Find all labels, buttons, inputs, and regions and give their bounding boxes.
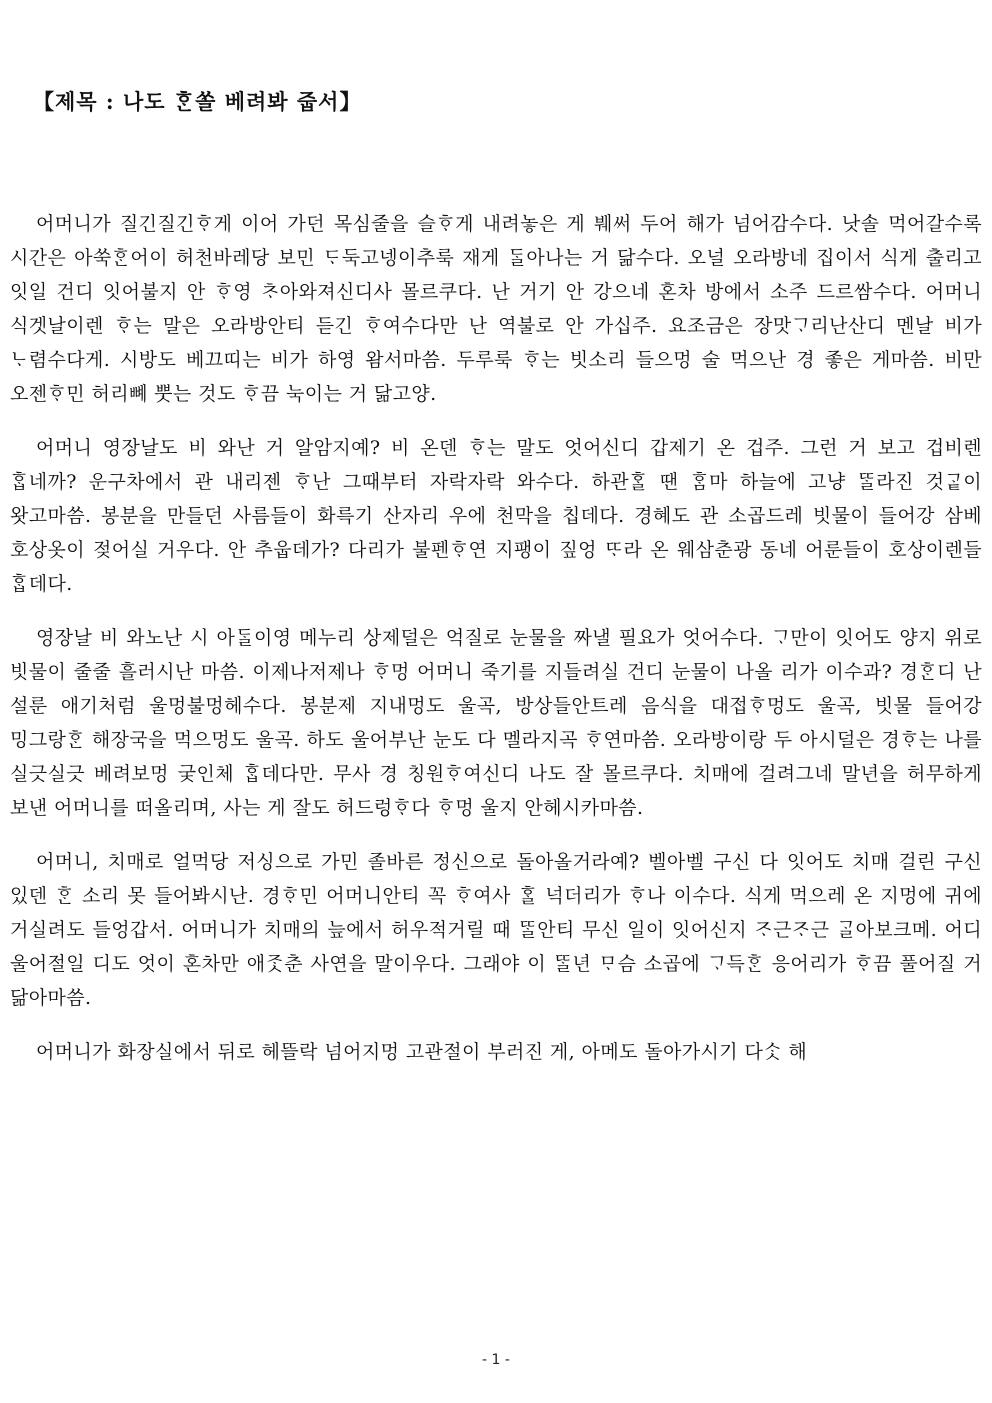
paragraph: 어머니 영장날도 비 와난 거 알암지예? 비 온덴 ᄒᆞ는 말도 엇어신디 갑제기 온 겁주. 그런 거 보고 겁비렌 ᄒᆞᆸ네까? 운구차에서 관 내리젠 ᄒᆞ난 그때부터 자락자락 와수다. 하관ᄒᆞᆯ 땐 ᄒᆞᆷ마 하늘에 고냥 ᄄᆞᆯ라진 것ᄀᆞᇀ이 왓고마씀. 봉분을 만들던 사름들이 화륵기 산자리 우에 천막을 칩데다. 경혜도 관 소곱드레 빗물이 들어강 삼베 호상옷이 젖어실 거우다. 안 추웁데가? 다리가 불펜ᄒᆞ연 지팽이 짚엉 ᄄᆞ라 온 웨삼춘광 동네 어룬들이 호상이렌들 ᄒᆞᆸ데다. [10, 437, 982, 595]
page-number: - 1 - [482, 1352, 510, 1368]
paragraph: 어머니가 질긴질긴ᄒᆞ게 이어 가던 목심줄을 슬ᄒᆞ게 내려놓은 게 붸써 두어 해가 넘어감수다. 낫솔 먹어갈수록 시간은 아쑥ᄒᆞᆫ어이 허천바레당 보민 ᄃᆞ둑고넹이추룩 재게 ᄃᆞᆯ아나는 거 닮수다. 오널 오라방네 집이서 식게 출리고 잇일 건디 잇어불지 안 ᄒᆞ영 ᄎᆞ아와져신디사 몰르쿠다. 난 거기 안 강으네 혼차 방에서 소주 드르쌈수다. 어머니 식겟날이렌 ᄒᆞ는 말은 오라방안티 듣긴 ᄒᆞ여수다만 난 역불로 안 가십주. 요조금은 장맛ᄀᆞ리난산디 멘날 비가 ᄂᆞ렴수다게. 시방도 베끄띠는 비가 하영 왐서마씀. 두루룩 ᄒᆞ는 빗소리 들으멍 술 먹으난 경 좋은 게마씀. 비만 오젠ᄒᆞ민 허리뼤 뿟는 것도 ᄒᆞ끔 눅이는 거 닮고양. [10, 213, 982, 405]
document-title: 【제목 : 나도 ᄒᆞᆫ쏠 베려봐 줍서】 [33, 89, 362, 114]
paragraph: 영장날 비 와노난 시 아ᄃᆞᆯ이영 메누리 상제덜은 억질로 눈물을 짜낼 필요가 엇어수다. ᄀᆞ만이 잇어도 양지 위로 빗물이 줄줄 흘러시난 마씀. 이제나저제나 ᄒᆞ멍 어머니 죽기를 지들려실 건디 눈물이 나올 리가 이수과? 경ᄒᆞᆫ디 난 설룬 애기처럼 울멍불멍헤수다. 봉분제 지내멍도 울곡, 방상들안트레 음식을 대접ᄒᆞ멍도 울곡, 빗물 들어강 밍그랑ᄒᆞᆫ 해장국을 먹으멍도 울곡. 하도 울어부난 눈도 다 멜라지곡 ᄒᆞ연마씀. 오라방이랑 두 아시덜은 경ᄒᆞ는 나를 실긋실긋 베려보멍 궂인체 ᄒᆞᆸ데다만. 무사 경 칭원ᄒᆞ여신디 나도 잘 몰르쿠다. 치매에 걸려그네 말년을 허무하게 보낸 어머니를 떠올리며, 사는 게 잘도 허드렁ᄒᆞ다 ᄒᆞ멍 울지 안헤시카마씀. [10, 627, 982, 819]
paragraph: 어머니, 치매로 얼먹당 저싱으로 가민 졸바른 정신으로 돌아올거라예? 벨아벨 구신 다 잇어도 치매 걸린 구신 있덴 ᄒᆞᆫ 소리 못 들어봐시난. 경ᄒᆞ민 어머니안티 꼭 ᄒᆞ여사 ᄒᆞᆯ 넉더리가 ᄒᆞ나 이수다. 식게 먹으레 온 지멍에 귀에 거실려도 들엉갑서. 어머니가 치매의 늪에서 허우적거릴 때 ᄄᆞᆯ안티 무신 일이 잇어신지 ᄌᆞ근ᄌᆞ근 ᄀᆞᆯ아보크메. 어디 울어절일 디도 엇이 혼차만 애ᄌᆞᆺ춘 사연을 말이우다. 그래야 이 ᄄᆞᆯ년 ᄆᆞ슴 소곱에 ᄀᆞ득ᄒᆞᆫ 응어리가 ᄒᆞ끔 풀어질 거 닮아마씀. [10, 851, 982, 1009]
paragraph: 어머니가 화장실에서 뒤로 헤뜰락 넘어지멍 고관절이 부러진 게, 아메도 돌아가시기 다ᄉᆞᆺ 해 [36, 1041, 808, 1063]
document-body [10, 207, 982, 1089]
